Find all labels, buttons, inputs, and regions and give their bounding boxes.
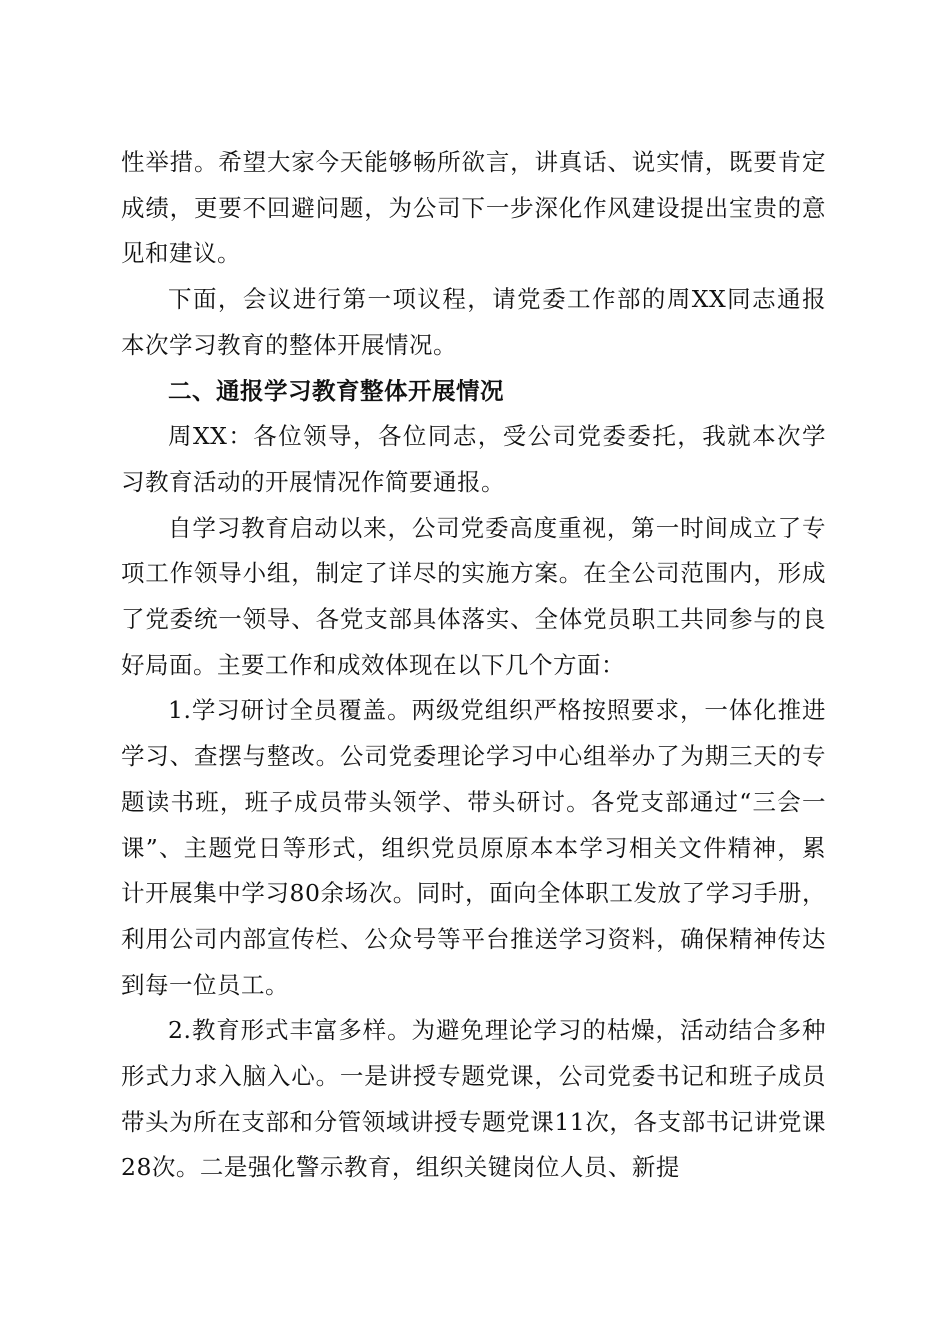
paragraph-overview: 自学习教育启动以来，公司党委高度重视，第一时间成立了专项工作领导小组，制定了详尽的实施方案。在全公司范围内，形成了党委统一领导、各党支部具体落实、全体党员职工共同参与的良好局面。主要工作和成效体现在以下几个方面： xyxy=(121,513,826,679)
document-body xyxy=(121,140,826,1191)
section-heading: 二、通报学习教育整体开展情况 xyxy=(168,376,504,405)
paragraph-speaker-opening: 周XX：各位领导，各位同志，受公司党委委托，我就本次学习教育活动的开展情况作简要通报。 xyxy=(121,422,826,496)
paragraph-item-1: 1.学习研讨全员覆盖。两级党组织严格按照要求，一体化推进学习、查摆与整改。公司党委理论学习中心组举办了为期三天的专题读书班，班子成员带头领学、带头研讨。各党支部通过“三会一课”、主题党日等形式，组织党员原原本本学习相关文件精神，累计开展集中学习80余场次。同时，面向全体职工发放了学习手册，利用公司内部宣传栏、公众号等平台推送学习资料，确保精神传达到每一位员工。 xyxy=(121,696,826,999)
paragraph-continuation: 性举措。希望大家今天能够畅所欲言，讲真话、说实情，既要肯定成绩，更要不回避问题，为公司下一步深化作风建设提出宝贵的意见和建议。 xyxy=(121,148,826,268)
paragraph-agenda-intro: 下面，会议进行第一项议程，请党委工作部的周XX同志通报本次学习教育的整体开展情况。 xyxy=(121,285,826,359)
paragraph-item-2: 2.教育形式丰富多样。为避免理论学习的枯燥，活动结合多种形式力求入脑入心。一是讲授专题党课，公司党委书记和班子成员带头为所在支部和分管领域讲授专题党课11次，各支部书记讲党课28次。二是强化警示教育，组织关键岗位人员、新提 xyxy=(121,1016,826,1182)
